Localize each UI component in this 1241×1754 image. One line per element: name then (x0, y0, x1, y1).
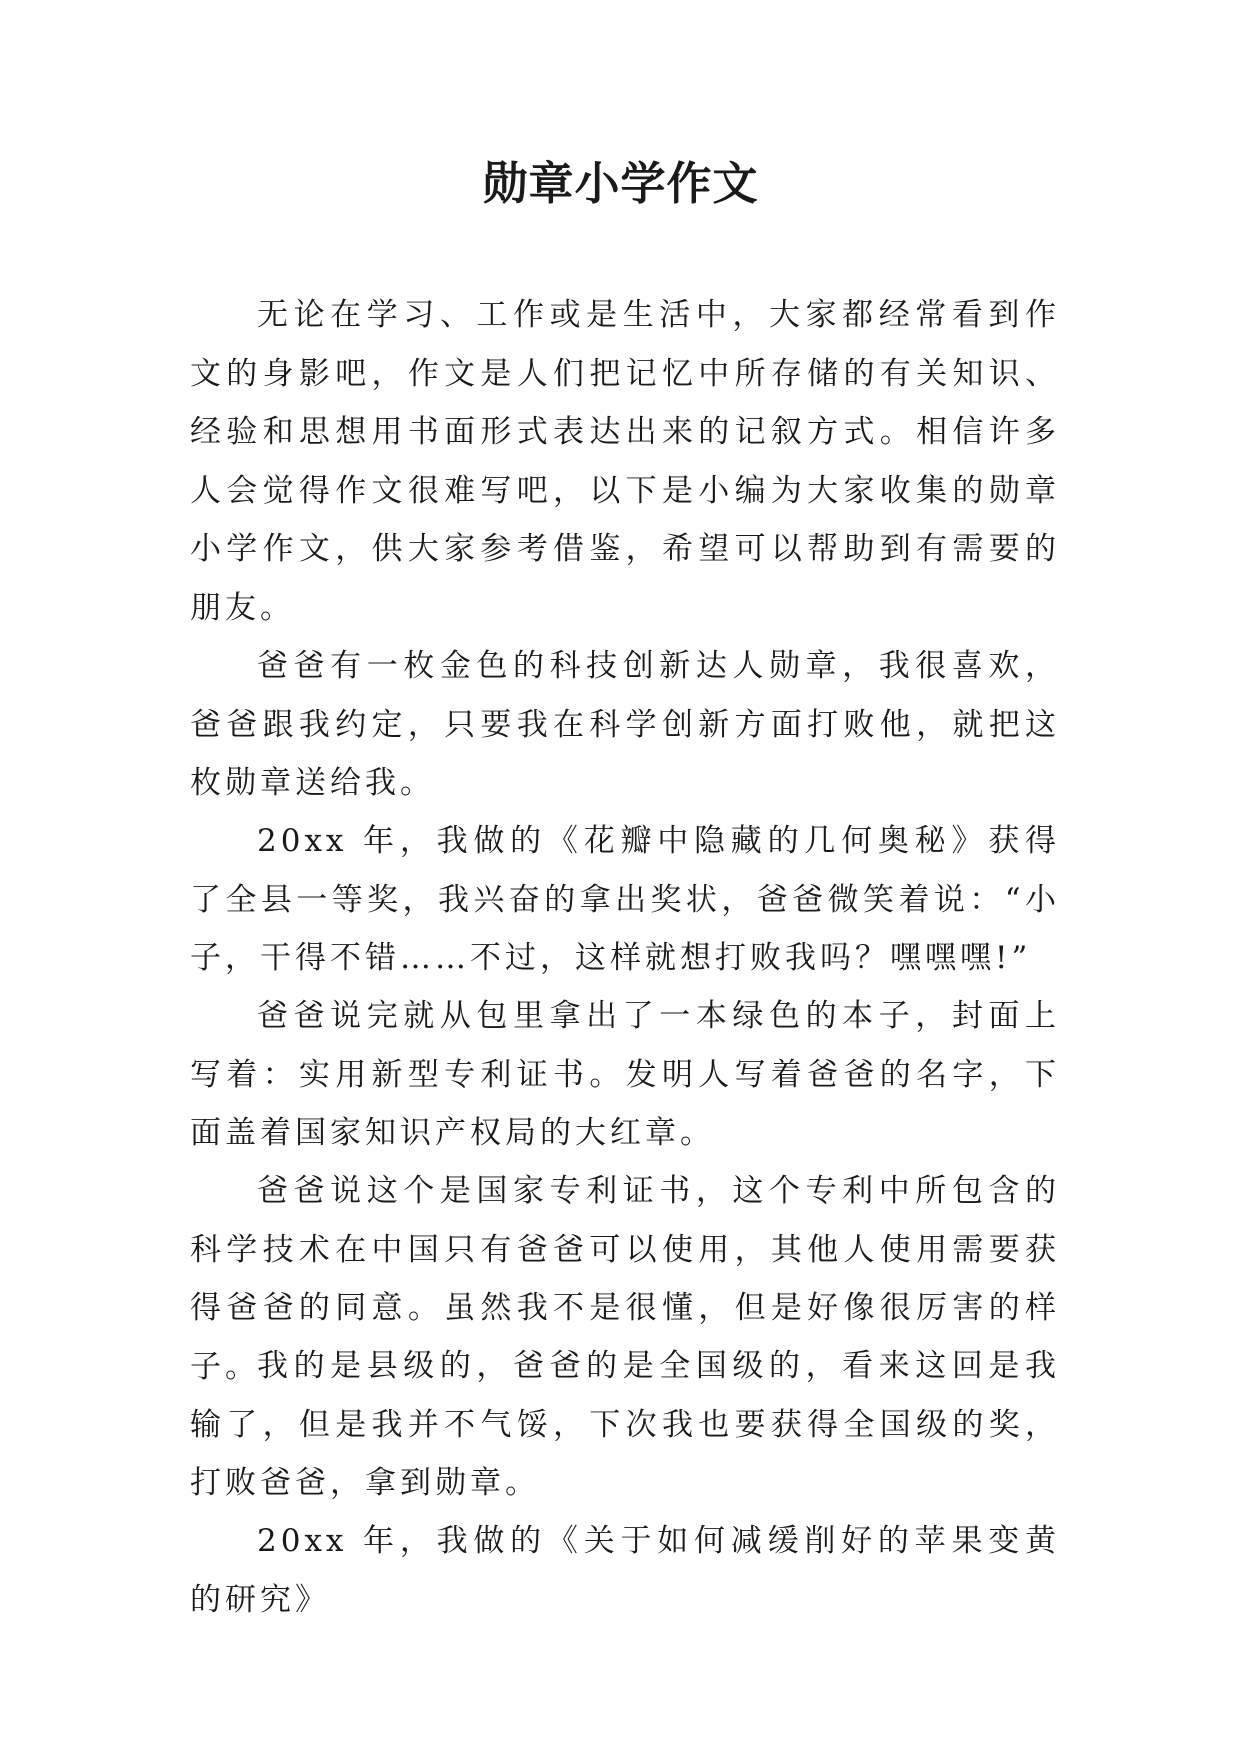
paragraph-intro: 无论在学习、工作或是生活中，大家都经常看到作文的身影吧，作文是人们把记忆中所存储的有关知识、经验和思想用书面形式表达出来的记叙方式。相信许多人会觉得作文很难写吧，以下是小编为大家收集的勋章小学作文，供大家参考借鉴，希望可以帮助到有需要的朋友。 (190, 297, 1060, 626)
paragraph-3: 爸爸说完就从包里拿出了一本绿色的本子，封面上写着：实用新型专利证书。发明人写着爸爸的名字，下面盖着国家知识产权局的大红章。 (190, 998, 1060, 1151)
document-title: 勋章小学作文 (482, 157, 759, 210)
paragraph-6: 20xx 年，我做的《关于如何减缓削好的苹果变黄的研究》 (190, 1523, 1060, 1618)
paragraph-4: 爸爸说这个是国家专利证书，这个专利中所包含的科学技术在中国只有爸爸可以使用，其他人使用需要获得爸爸的同意。虽然我不是很懂，但是好像很厉害的样子。 (190, 1173, 1060, 1385)
paragraph-2: 20xx 年，我做的《花瓣中隐藏的几何奥秘》获得了全县一等奖，我兴奋的拿出奖状，爸爸微笑着说：“小子，干得不错……不过，这样就想打败我吗？嘿嘿嘿!” (190, 823, 1060, 976)
paragraph-5: 我的是县级的，爸爸的是全国级的，看来这回是我输了，但是我并不气馁，下次我也要获得全国级的奖，打败爸爸，拿到勋章。 (190, 1348, 1060, 1501)
paragraph-1: 爸爸有一枚金色的科技创新达人勋章，我很喜欢，爸爸跟我约定，只要我在科学创新方面打败他，就把这枚勋章送给我。 (190, 648, 1060, 801)
